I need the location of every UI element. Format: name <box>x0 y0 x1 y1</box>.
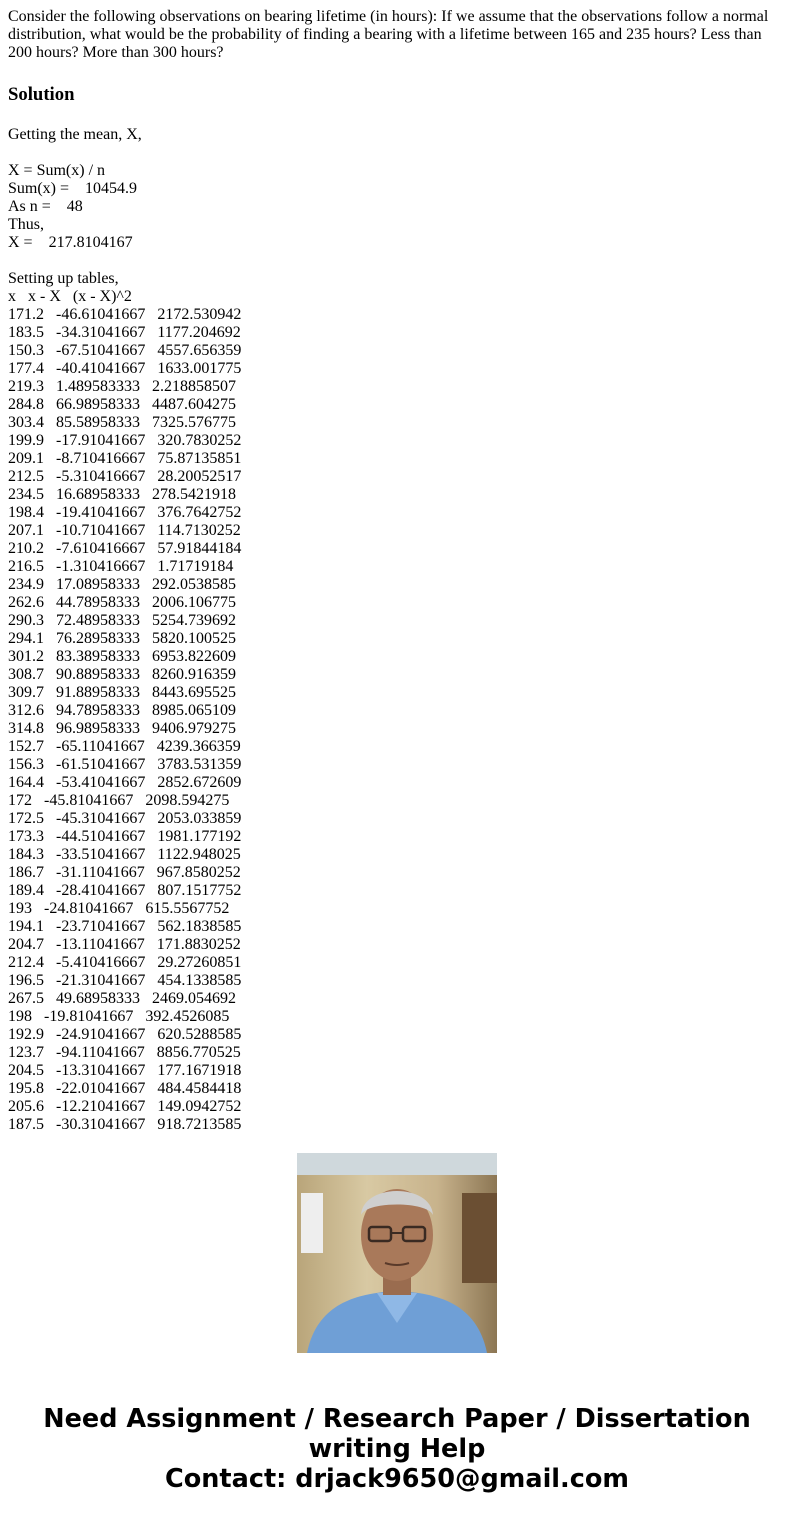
table-row: 212.5 -5.310416667 28.20052517 <box>8 468 242 485</box>
n-line: As n = 48 <box>8 198 83 215</box>
table-row: 204.7 -13.11041667 171.8830252 <box>8 936 241 953</box>
table-row: 172.5 -45.31041667 2053.033859 <box>8 810 242 827</box>
table-row: 207.1 -10.71041667 114.7130252 <box>8 522 241 539</box>
table-row: 204.5 -13.31041667 177.1671918 <box>8 1062 242 1079</box>
table-row: 184.3 -33.51041667 1122.948025 <box>8 846 241 863</box>
table-row: 172 -45.81041667 2098.594275 <box>8 792 230 809</box>
thus-line: Thus, <box>8 216 44 233</box>
table-row: 216.5 -1.310416667 1.71719184 <box>8 558 234 575</box>
table-row: 173.3 -44.51041667 1981.177192 <box>8 828 242 845</box>
table-row: 209.1 -8.710416667 75.87135851 <box>8 450 242 467</box>
table-row: 308.7 90.88958333 8260.916359 <box>8 666 236 683</box>
table-row: 284.8 66.98958333 4487.604275 <box>8 396 236 413</box>
table-row: 294.1 76.28958333 5820.100525 <box>8 630 236 647</box>
table-row: 152.7 -65.11041667 4239.366359 <box>8 738 241 755</box>
footer-contact: Contact: drjack9650@gmail.com <box>165 1464 629 1494</box>
table-row: 205.6 -12.21041667 149.0942752 <box>8 1098 242 1115</box>
table-row: 195.8 -22.01041667 484.4584418 <box>8 1080 242 1097</box>
table-row: 314.8 96.98958333 9406.979275 <box>8 720 236 737</box>
table-row: 219.3 1.489583333 2.218858507 <box>8 378 236 395</box>
table-row: 198 -19.81041667 392.4526085 <box>8 1008 230 1025</box>
table-row: 186.7 -31.11041667 967.8580252 <box>8 864 241 881</box>
blank-line <box>8 252 784 270</box>
blank-line <box>8 144 784 162</box>
table-row: 267.5 49.68958333 2469.054692 <box>8 990 236 1007</box>
author-photo <box>297 1153 497 1353</box>
table-row: 194.1 -23.71041667 562.1838585 <box>8 918 242 935</box>
solution-heading: Solution <box>8 84 75 105</box>
table-row: 123.7 -94.11041667 8856.770525 <box>8 1044 241 1061</box>
table-row: 150.3 -67.51041667 4557.656359 <box>8 342 242 359</box>
sum-line: Sum(x) = 10454.9 <box>8 180 138 197</box>
table-row: 309.7 91.88958333 8443.695525 <box>8 684 236 701</box>
table-row: 210.2 -7.610416667 57.91844184 <box>8 540 242 557</box>
table-row: 290.3 72.48958333 5254.739692 <box>8 612 236 629</box>
footer-line-2: writing Help <box>308 1434 486 1464</box>
table-row: 234.5 16.68958333 278.5421918 <box>8 486 236 503</box>
table-row: 187.5 -30.31041667 918.7213585 <box>8 1116 242 1133</box>
table-row: 183.5 -34.31041667 1177.204692 <box>8 324 241 341</box>
table-row: 196.5 -21.31041667 454.1338585 <box>8 972 242 989</box>
table-row: 301.2 83.38958333 6953.822609 <box>8 648 236 665</box>
mean-line: X = 217.8104167 <box>8 234 133 251</box>
table-row: 156.3 -61.51041667 3783.531359 <box>8 756 242 773</box>
question-text: Consider the following observations on bearing lifetime (in hours): If we assume that the observations follow a normal distribution, what would be the probability of finding a bearing with a lifetime between 165 and 235 hours? Less than 200 hours? More than 300 hours? <box>8 8 769 61</box>
promo-footer <box>0 1404 794 1494</box>
tables-intro: Setting up tables, <box>8 270 119 287</box>
mean-intro: Getting the mean, X, <box>8 126 142 143</box>
table-row: 262.6 44.78958333 2006.106775 <box>8 594 236 611</box>
table-row: 199.9 -17.91041667 320.7830252 <box>8 432 242 449</box>
footer-line-1: Need Assignment / Research Paper / Dissertation <box>43 1404 751 1434</box>
table-row: 177.4 -40.41041667 1633.001775 <box>8 360 242 377</box>
table-row: 312.6 94.78958333 8985.065109 <box>8 702 236 719</box>
table-row: 171.2 -46.61041667 2172.530942 <box>8 306 242 323</box>
table-header: x x - X (x - X)^2 <box>8 288 132 305</box>
table-row: 212.4 -5.410416667 29.27260851 <box>8 954 242 971</box>
table-row: 303.4 85.58958333 7325.576775 <box>8 414 236 431</box>
portrait-image <box>297 1153 497 1353</box>
table-row: 193 -24.81041667 615.5567752 <box>8 900 230 917</box>
formula-line: X = Sum(x) / n <box>8 162 106 179</box>
content <box>8 8 784 1134</box>
table-row: 234.9 17.08958333 292.0538585 <box>8 576 236 593</box>
table-row: 192.9 -24.91041667 620.5288585 <box>8 1026 242 1043</box>
table-row: 198.4 -19.41041667 376.7642752 <box>8 504 242 521</box>
table-row: 164.4 -53.41041667 2852.672609 <box>8 774 242 791</box>
table-row: 189.4 -28.41041667 807.1517752 <box>8 882 242 899</box>
data-table <box>8 306 784 1134</box>
